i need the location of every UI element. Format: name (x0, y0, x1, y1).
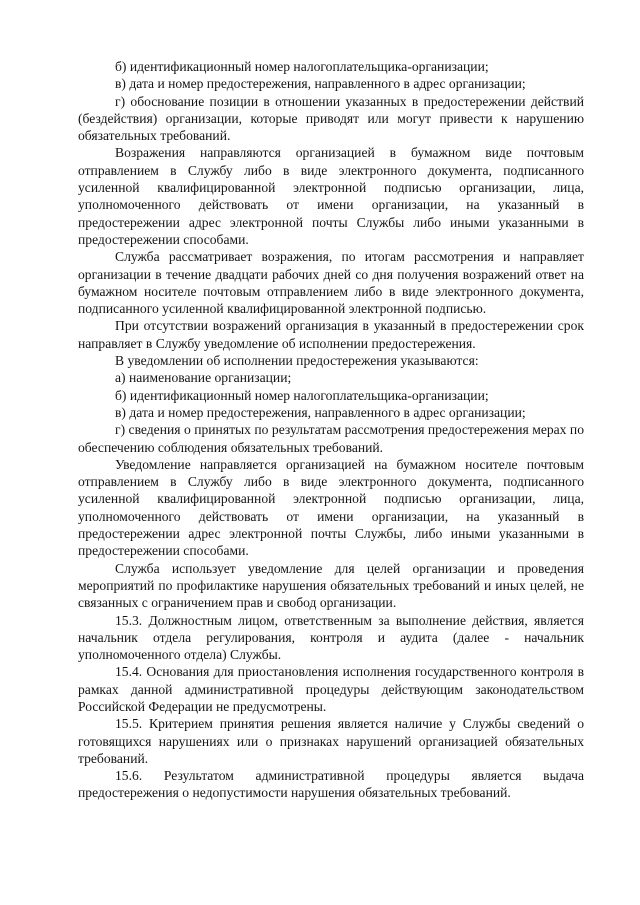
paragraph-notice-usage: Служба использует уведомление для целей организации и проведения мероприятий по профилактике нарушения обязательных требований и иных целей, не связанных с ограничением прав и свобод организации. (78, 560, 584, 611)
paragraph-15-5: 15.5. Критерием принятия решения является наличие у Службы сведений о готовящихся нарушениях или о признаках нарушений организацией обязательных требований. (78, 716, 584, 766)
paragraph-15-6: 15.6. Результатом административной процедуры является выдача предостережения о недопустимости нарушения обязательных требований. (78, 768, 584, 801)
paragraph-notice-sending: Уведомление направляется организацией на бумажном носителе почтовым отправлением в Службу либо в виде электронного документа, подписанного усиленной квалифицированной электронной подписью организации, лица, уполномоченного действовать от имени организации, на указанный в предостережении адрес электронной почты Службы, либо иными указанными в предостережении способами. (78, 456, 584, 559)
paragraph-no-objections: При отсутствии возражений организация в указанный в предостережении срок направляет в Службу уведомление об исполнении предостережения. (78, 318, 584, 351)
paragraph-15-3: 15.3. Должностным лицом, ответственным за выполнение действия, является начальник отдела регулирования, контроля и аудита (далее - начальник уполномоченного отдела) Службы. (78, 612, 584, 663)
paragraph-15-4: 15.4. Основания для приостановления исполнения государственного контроля в рамках данной административной процедуры действующим законодательством Российской Федерации не предусмотрены. (78, 664, 584, 714)
paragraph-notice-item-a: а) наименование организации; (115, 370, 292, 386)
paragraph-objections-review: Служба рассматривает возражения, по итогам рассмотрения и направляет организации в течение двадцати рабочих дней со дня получения возражений ответ на бумажном носителе почтовым отправлением либо в виде электронного документа, подписанного усиленной квалифицированной электронной подписью. (78, 249, 584, 317)
paragraph-objections-sending: Возражения направляются организацией в бумажном виде почтовым отправлением в Службу либо в виде электронного документа, подписанного усиленной квалифицированной электронной подписью организации, лица, уполномоченного действовать от имени организации, на указанный в предостережении адрес электронной почты Службы либо иными указанными в предостережении способами. (78, 145, 584, 247)
paragraph-item-g-justification: г) обоснование позиции в отношении указанных в предостережении действий (бездействия) организации, которые приводят или могут привести к нарушению обязательных требований. (78, 93, 584, 144)
paragraph-notice-item-g: г) сведения о принятых по результатам рассмотрения предостережения мерах по обеспечению соблюдения обязательных требований. (78, 422, 584, 455)
paragraph-item-b-inn: б) идентификационный номер налогоплательщика-организации; (115, 59, 489, 74)
paragraph-item-v-date-number: в) дата и номер предостережения, направленного в адрес организации; (115, 76, 526, 92)
paragraph-notice-item-b: б) идентификационный номер налогоплательщика-организации; (115, 387, 489, 403)
paragraph-notice-contents-intro: В уведомлении об исполнении предостережения указываются: (115, 353, 479, 369)
paragraph-notice-item-v: в) дата и номер предостережения, направленного в адрес организации; (115, 404, 526, 420)
